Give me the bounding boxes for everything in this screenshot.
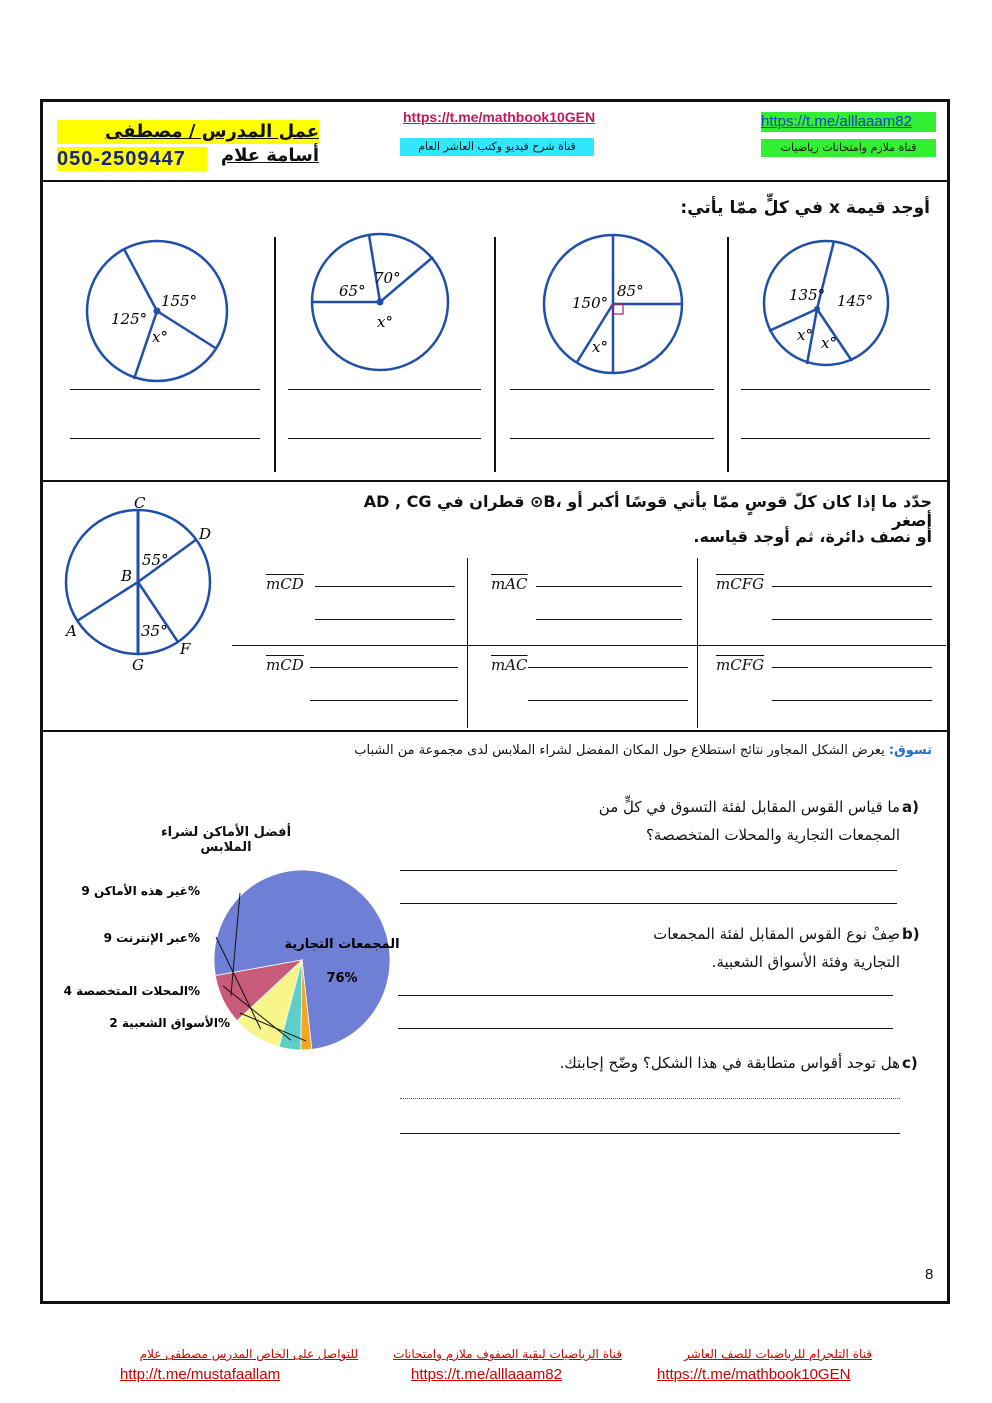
answer-blank[interactable] (400, 870, 897, 871)
pie-value-main: 76% (326, 971, 358, 986)
point-A-label: A (66, 622, 77, 640)
circle-figure-3 (540, 234, 690, 379)
answer-blank[interactable] (70, 389, 260, 390)
section1-separator-3 (727, 237, 729, 472)
right-channel-link[interactable]: https://t.me/alllaaam82 (761, 112, 936, 132)
pie-slice-label: الأسواق الشعبية 2% (109, 1016, 230, 1030)
diameter-circle-figure (58, 494, 228, 676)
section1-separator-2 (494, 237, 496, 472)
circle4-label-x2: x° (821, 334, 837, 352)
answer-blank[interactable] (536, 619, 682, 620)
circle1-label-x: x° (152, 328, 168, 346)
footer-channel2-caption: قناة الرياضيات لبقية الصفوف ملازم وامتحانات (393, 1347, 622, 1361)
answer-blank[interactable] (315, 619, 455, 620)
question-a-line1: ما قياس القوس المقابل لفئة التسوق في كلٍّ من (598, 798, 900, 816)
answer-blank[interactable] (528, 700, 688, 701)
arc-label-mCD: $\overline{mCD}$ (266, 656, 304, 674)
answer-blank[interactable] (288, 389, 481, 390)
arc-label-mCD: $\overline{mCD}$ (266, 575, 304, 593)
section2-instruction-line2: أو نصف دائرة، ثم أوجد قياسه. (693, 527, 932, 546)
arc-label-mAC: $\overline{mAC}$ (491, 575, 528, 593)
circle4-label-145: 145° (837, 292, 874, 310)
footer-contact-link[interactable]: http://t.me/mustafaallam (120, 1366, 281, 1383)
section1-instruction: أوجد قيمة x في كلٍّ ممّا يأتي: (680, 198, 930, 218)
footer-contact-caption: للتواصل على الخاص المدرس مصطفى علام (139, 1347, 358, 1361)
circle3-label-85: 85° (617, 282, 644, 300)
footer-channel3-link[interactable]: https://t.me/mathbook10GEN (657, 1366, 851, 1383)
answer-blank[interactable] (772, 586, 932, 587)
section3-title-word: تسوق: (888, 743, 932, 758)
section3-intro (232, 743, 932, 758)
answer-blank[interactable] (528, 667, 688, 668)
answer-blank[interactable] (536, 586, 682, 587)
answer-blank[interactable] (772, 667, 932, 668)
question-a-label: a) (902, 798, 919, 816)
angle-35-label: 35° (141, 622, 168, 640)
answer-blank[interactable] (741, 389, 930, 390)
answer-blank[interactable] (400, 1133, 900, 1134)
point-G-label: G (132, 656, 144, 674)
circle4-label-135: 135° (789, 286, 826, 304)
circle2-label-70: 70° (374, 269, 401, 287)
answer-blank[interactable] (310, 667, 458, 668)
circle2-label-65: 65° (339, 282, 366, 300)
pie-chart (40, 855, 410, 1065)
angle-55-label: 55° (142, 551, 169, 569)
answer-blank[interactable] (398, 995, 893, 996)
footer-channel2-link[interactable]: https://t.me/alllaaam82 (411, 1366, 562, 1383)
point-B-label: B (121, 567, 133, 585)
pie-slice-label: المحلات المتخصصة 4% (63, 984, 200, 998)
header-divider (43, 180, 948, 182)
teacher-name: عمل المدرس / مصطفى أسامة علام (57, 120, 319, 144)
question-a-line2: المجمعات التجارية والمحلات المتخصصة؟ (645, 826, 900, 844)
center-channel-caption: قناة شرح فيديو وكتب العاشر العام (400, 138, 594, 156)
circle4-label-x1: x° (797, 326, 813, 344)
question-c-line1: هل توجد أقواس متطابقة في هذا الشكل؟ وضّح إجابتك. (559, 1054, 900, 1072)
answer-blank[interactable] (315, 586, 455, 587)
circle2-label-x: x° (377, 313, 393, 331)
section2-divider (43, 730, 948, 732)
point-F-label: F (180, 640, 191, 658)
pie-label-main: المجمعات التجارية (284, 937, 400, 952)
answer-blank[interactable] (400, 903, 897, 904)
arc-label-mCFG: mCFG (716, 656, 765, 674)
question-b-line1: صِفْ نوع القوس المقابل لفئة المجمعات (653, 925, 900, 943)
chart-title: أفضل الأماكن لشراء الملابس (160, 825, 292, 855)
circle-figure-1 (84, 236, 240, 386)
pie-slice-label: غير هذه الأماكن 9% (81, 884, 200, 898)
teacher-phone: 050-2509447 (57, 147, 207, 171)
page-number: 8 (925, 1266, 934, 1283)
answer-blank[interactable] (70, 438, 260, 439)
answer-blank[interactable] (398, 1028, 893, 1029)
point-D-label: D (199, 525, 212, 543)
section3-intro-text: يعرض الشكل المجاور نتائج استطلاعٍ حول المكان المفضل لشراء الملابس لدى مجموعة من الشباب (354, 743, 885, 758)
question-c-label: c) (902, 1054, 918, 1072)
arc-label-mAC: $\overline{mAC}$ (491, 656, 528, 674)
answer-blank[interactable] (510, 389, 714, 390)
circle-figure-2 (305, 232, 455, 377)
answer-blank[interactable] (772, 700, 932, 701)
answer-blank[interactable] (400, 1098, 900, 1099)
arc-label-mCFG: mCFG (716, 575, 765, 593)
arc-grid-separator-1 (467, 558, 468, 728)
arc-grid-row-divider (232, 645, 946, 646)
answer-blank[interactable] (741, 438, 930, 439)
circle3-label-x: x° (592, 338, 608, 356)
right-channel-caption: قناة ملازم وامتحانات رياضيات (761, 139, 936, 157)
pie-slice-label: عبر الإنترنت 9% (103, 931, 200, 945)
circle3-label-150: 150° (572, 294, 609, 312)
section1-divider (43, 480, 948, 482)
question-b-line2: التجارية وفئة الأسواق الشعبية. (711, 953, 900, 971)
answer-blank[interactable] (288, 438, 481, 439)
center-channel-link[interactable]: https://t.me/mathbook10GEN (403, 109, 596, 125)
point-C-label: C (134, 494, 146, 512)
answer-blank[interactable] (510, 438, 714, 439)
circle-figure-4 (759, 236, 899, 376)
arc-grid-separator-2 (697, 558, 698, 728)
footer-channel3-caption: قناة التلجرام للرياضيات للصف العاشر (684, 1347, 872, 1361)
circle1-label-125: 125° (111, 310, 148, 328)
section1-separator-1 (274, 237, 276, 472)
question-b-label: b) (902, 925, 920, 943)
answer-blank[interactable] (772, 619, 932, 620)
answer-blank[interactable] (310, 700, 458, 701)
circle1-label-155: 155° (161, 292, 198, 310)
section2-instruction-line1: AD , CG قطران في ⊙B، حدّد ما إذا كان كلّ قوسٍ ممّا يأتي قوسًا أكبر أو أصغر (363, 492, 932, 530)
